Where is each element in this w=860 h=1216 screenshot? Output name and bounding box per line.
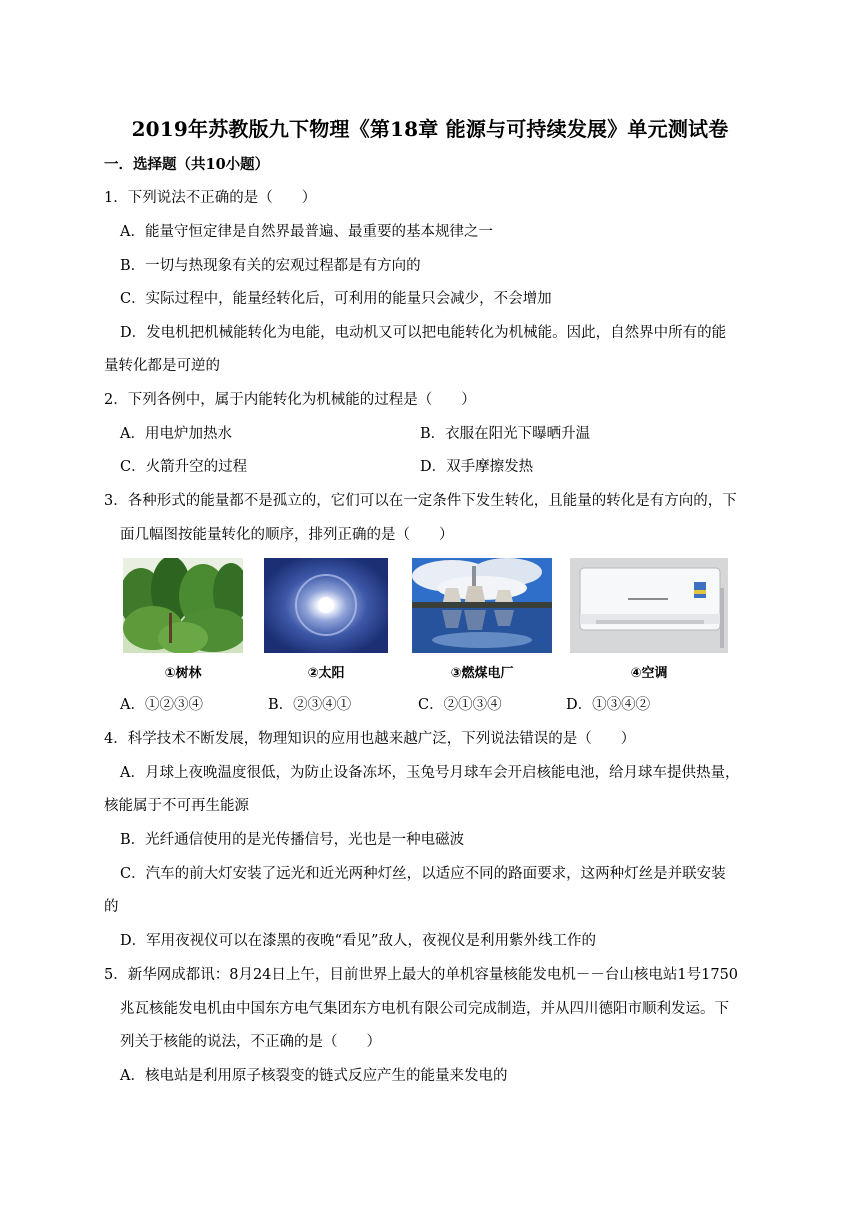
air-conditioner-figure (570, 558, 728, 686)
energy-image-row (120, 558, 740, 688)
sun-caption: ②太阳 (307, 666, 345, 681)
page-title: 2019年苏教版九下物理《第18章 能源与可持续发展》单元测试卷 (131, 117, 729, 141)
question-4-option-a: A．月球上夜晚温度很低，为防止设备冻坏，玉兔号月球车会开启核能电池，给月球车提供热量， (120, 765, 740, 781)
question-5-stem-cont-2: 列关于核能的说法，不正确的是（ ） (120, 1034, 381, 1050)
air-conditioner-image (570, 558, 728, 653)
power-plant-caption: ③燃煤电厂 (450, 666, 514, 681)
question-5-option-a: A．核电站是利用原子核裂变的链式反应产生的能量来发电的 (120, 1068, 508, 1084)
question-3-option-b: B．②③④① (268, 697, 352, 713)
question-4-option-c-cont: 的 (104, 899, 119, 915)
power-plant-figure (412, 558, 552, 686)
question-4-stem: 4．科学技术不断发展，物理知识的应用也越来越广泛，下列说法错误的是（ ） (104, 731, 636, 747)
question-3-option-d: D．①③④② (566, 697, 651, 713)
forest-image (123, 558, 243, 653)
forest-figure (123, 558, 243, 686)
question-4-option-b: B．光纤通信使用的是光传播信号，光也是一种电磁波 (120, 832, 465, 848)
power-plant-image (412, 558, 552, 653)
question-1-option-a: A．能量守恒定律是自然界最普遍、最重要的基本规律之一 (120, 224, 493, 240)
question-1-stem: 1．下列说法不正确的是（ ） (104, 190, 317, 206)
forest-caption: ①树林 (164, 666, 202, 681)
question-4-option-d: D．军用夜视仪可以在漆黑的夜晚“看见”敌人，夜视仪是利用紫外线工作的 (120, 933, 596, 949)
question-3-option-a: A．①②③④ (120, 697, 203, 713)
sun-figure (264, 558, 388, 686)
air-conditioner-caption: ④空调 (630, 666, 668, 681)
sun-image (264, 558, 388, 653)
question-2-option-a: A．用电炉加热水 (120, 426, 232, 442)
question-2-option-c: C．火箭升空的过程 (120, 459, 248, 475)
question-2-stem: 2．下列各例中，属于内能转化为机械能的过程是（ ） (104, 392, 476, 408)
question-5-stem: 5．新华网成都讯：8月24日上午，目前世界上最大的单机容量核能发电机－－台山核电站1号1750 (104, 967, 739, 983)
question-4-option-c: C．汽车的前大灯安装了远光和近光两种灯丝，以适应不同的路面要求，这两种灯丝是并联安装 (120, 866, 726, 882)
question-3-option-c: C．②①③④ (418, 697, 502, 713)
section-heading: 一．选择题（共10小题） (104, 156, 270, 173)
question-2-option-d: D．双手摩擦发热 (420, 459, 534, 475)
question-1-option-b: B．一切与热现象有关的宏观过程都是有方向的 (120, 258, 421, 274)
question-1-option-d-cont: 量转化都是可逆的 (104, 358, 220, 374)
question-1-option-c: C．实际过程中，能量经转化后，可利用的能量只会减少，不会增加 (120, 291, 552, 307)
question-2-option-b: B．衣服在阳光下曝晒升温 (420, 426, 591, 442)
question-4-option-a-cont: 核能属于不可再生能源 (104, 798, 249, 814)
question-5-stem-cont-1: 兆瓦核能发电机由中国东方电气集团东方电机有限公司完成制造，并从四川德阳市顺利发运。下 (120, 1001, 729, 1017)
question-3-stem: 3．各种形式的能量都不是孤立的，它们可以在一定条件下发生转化，且能量的转化是有方向的，下 (104, 493, 737, 509)
question-1-option-d: D．发电机把机械能转化为电能，电动机又可以把电能转化为机械能。因此，自然界中所有的能 (120, 325, 727, 341)
question-3-stem-cont: 面几幅图按能量转化的顺序，排列正确的是（ ） (120, 527, 454, 543)
